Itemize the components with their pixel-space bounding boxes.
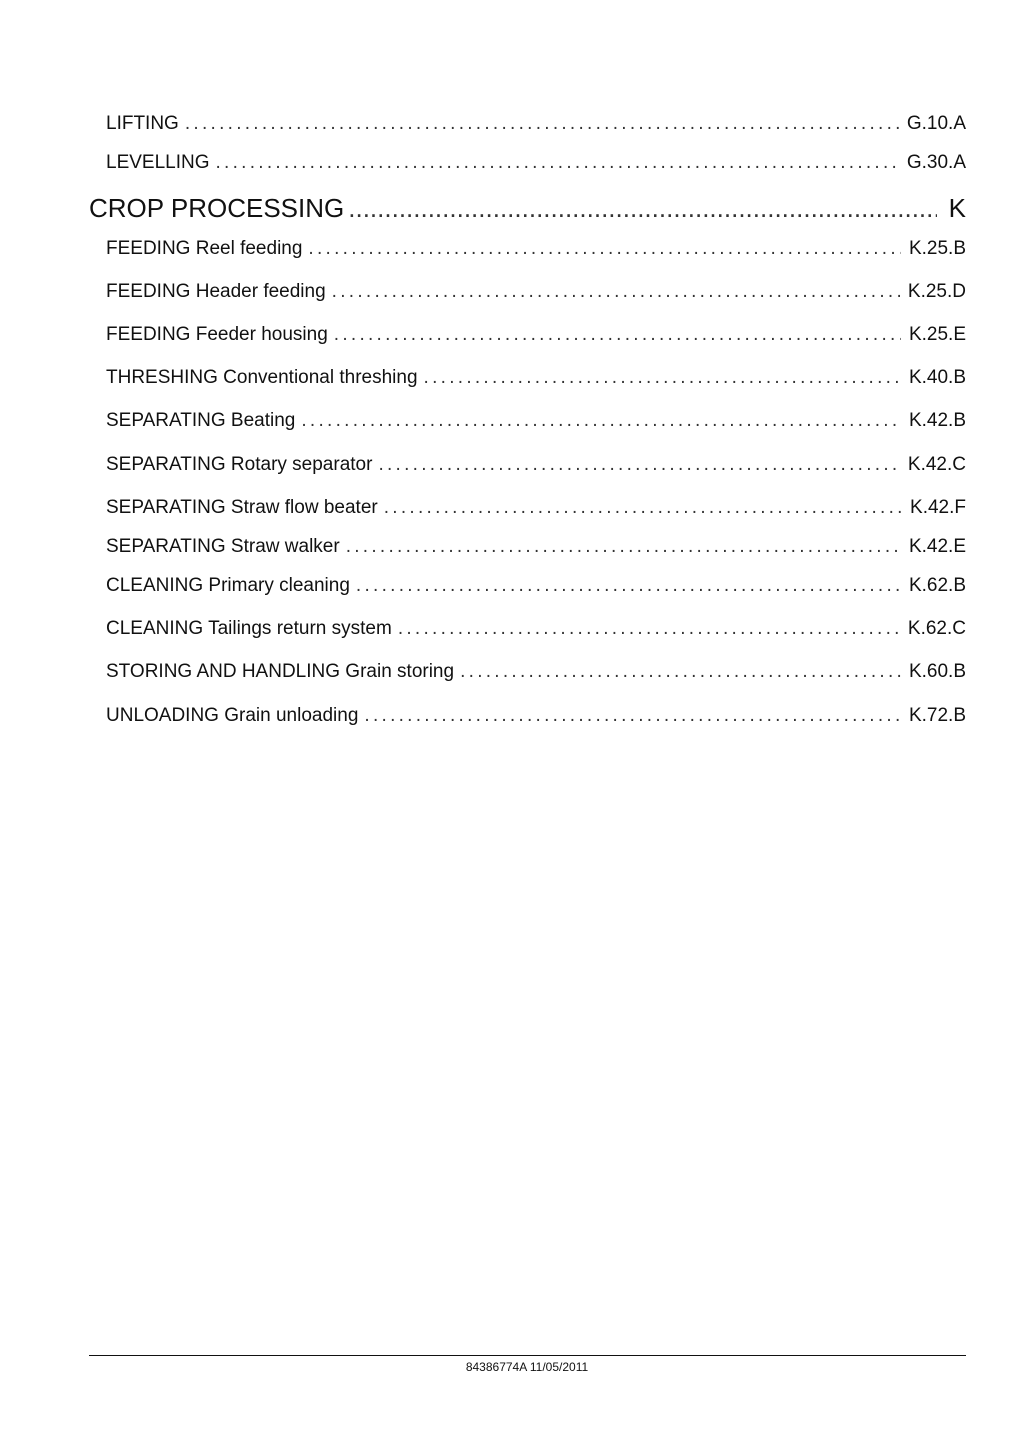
toc-entry-lifting[interactable] <box>106 113 966 135</box>
toc-section-crop-processing[interactable] <box>89 193 966 223</box>
dot-leader <box>364 705 901 727</box>
toc-entry-page: K.40.B <box>908 367 966 388</box>
toc-entry-page: G.30.A <box>906 152 966 173</box>
toc-entry-separating-straw-flow-beater[interactable] <box>106 497 966 519</box>
toc-entry-storing-grain[interactable] <box>106 661 966 683</box>
toc-entry-levelling[interactable] <box>106 152 966 174</box>
toc-entry-label: FEEDING Reel feeding <box>106 238 303 259</box>
dot-leader <box>398 618 900 640</box>
toc-entry-page: K.25.D <box>907 281 966 302</box>
toc-entry-feeding-feeder-housing[interactable] <box>106 324 966 346</box>
toc-entry-label: CLEANING Tailings return system <box>106 618 392 639</box>
toc-entry-separating-beating[interactable] <box>106 410 966 432</box>
dot-leader <box>216 152 899 174</box>
toc-entry-threshing-conventional[interactable] <box>106 367 966 389</box>
toc-entry-label: SEPARATING Beating <box>106 410 296 431</box>
toc-entry-page: K.60.B <box>908 661 966 682</box>
dot-leader <box>348 193 936 223</box>
dot-leader <box>185 113 899 135</box>
toc-entry-page: K.25.E <box>908 324 966 345</box>
toc-section-label: CROP PROCESSING <box>89 193 345 223</box>
toc-entry-label: SEPARATING Rotary separator <box>106 454 373 475</box>
toc-entry-page: G.10.A <box>906 113 966 134</box>
dot-leader <box>378 454 899 476</box>
toc-entry-feeding-reel[interactable] <box>106 238 966 260</box>
dot-leader <box>301 410 901 432</box>
toc-entry-label: UNLOADING Grain unloading <box>106 705 359 726</box>
toc-entry-page: K.62.B <box>908 575 966 596</box>
toc-entry-page: K.72.B <box>908 705 966 726</box>
dot-leader <box>332 281 900 303</box>
dot-leader <box>334 324 901 346</box>
toc-entry-page: K.42.E <box>908 536 966 557</box>
toc-entry-label: CLEANING Primary cleaning <box>106 575 350 596</box>
toc-entry-separating-rotary[interactable] <box>106 454 966 476</box>
toc-entry-label: FEEDING Feeder housing <box>106 324 328 345</box>
toc-entry-label: FEEDING Header feeding <box>106 281 326 302</box>
dot-leader <box>384 497 902 519</box>
toc-entry-label: SEPARATING Straw walker <box>106 536 340 557</box>
toc-entry-page: K.62.C <box>907 618 966 639</box>
dot-leader <box>308 238 901 260</box>
toc-section-page: K <box>948 193 966 223</box>
toc-entry-page: K.42.B <box>908 410 966 431</box>
toc-entry-separating-straw-walker[interactable] <box>106 536 966 558</box>
toc-entry-feeding-header[interactable] <box>106 281 966 303</box>
toc-entry-cleaning-tailings[interactable] <box>106 618 966 640</box>
dot-leader <box>356 575 901 597</box>
toc-entry-unloading-grain[interactable] <box>106 705 966 727</box>
toc-entry-page: K.42.C <box>907 454 966 475</box>
toc-entry-label: SEPARATING Straw flow beater <box>106 497 378 518</box>
dot-leader <box>460 661 901 683</box>
toc-entry-page: K.25.B <box>908 238 966 259</box>
toc-entry-label: LIFTING <box>106 113 179 134</box>
footer-document-id: 84386774A 11/05/2011 <box>465 1360 589 1374</box>
toc-entry-label: STORING AND HANDLING Grain storing <box>106 661 455 682</box>
toc-entry-label: THRESHING Conventional threshing <box>106 367 418 388</box>
dot-leader <box>424 367 901 389</box>
footer-divider <box>89 1355 966 1356</box>
toc-entry-page: K.42.F <box>910 497 966 518</box>
dot-leader <box>346 536 901 558</box>
toc-entry-label: LEVELLING <box>106 152 210 173</box>
toc-entry-cleaning-primary[interactable] <box>106 575 966 597</box>
